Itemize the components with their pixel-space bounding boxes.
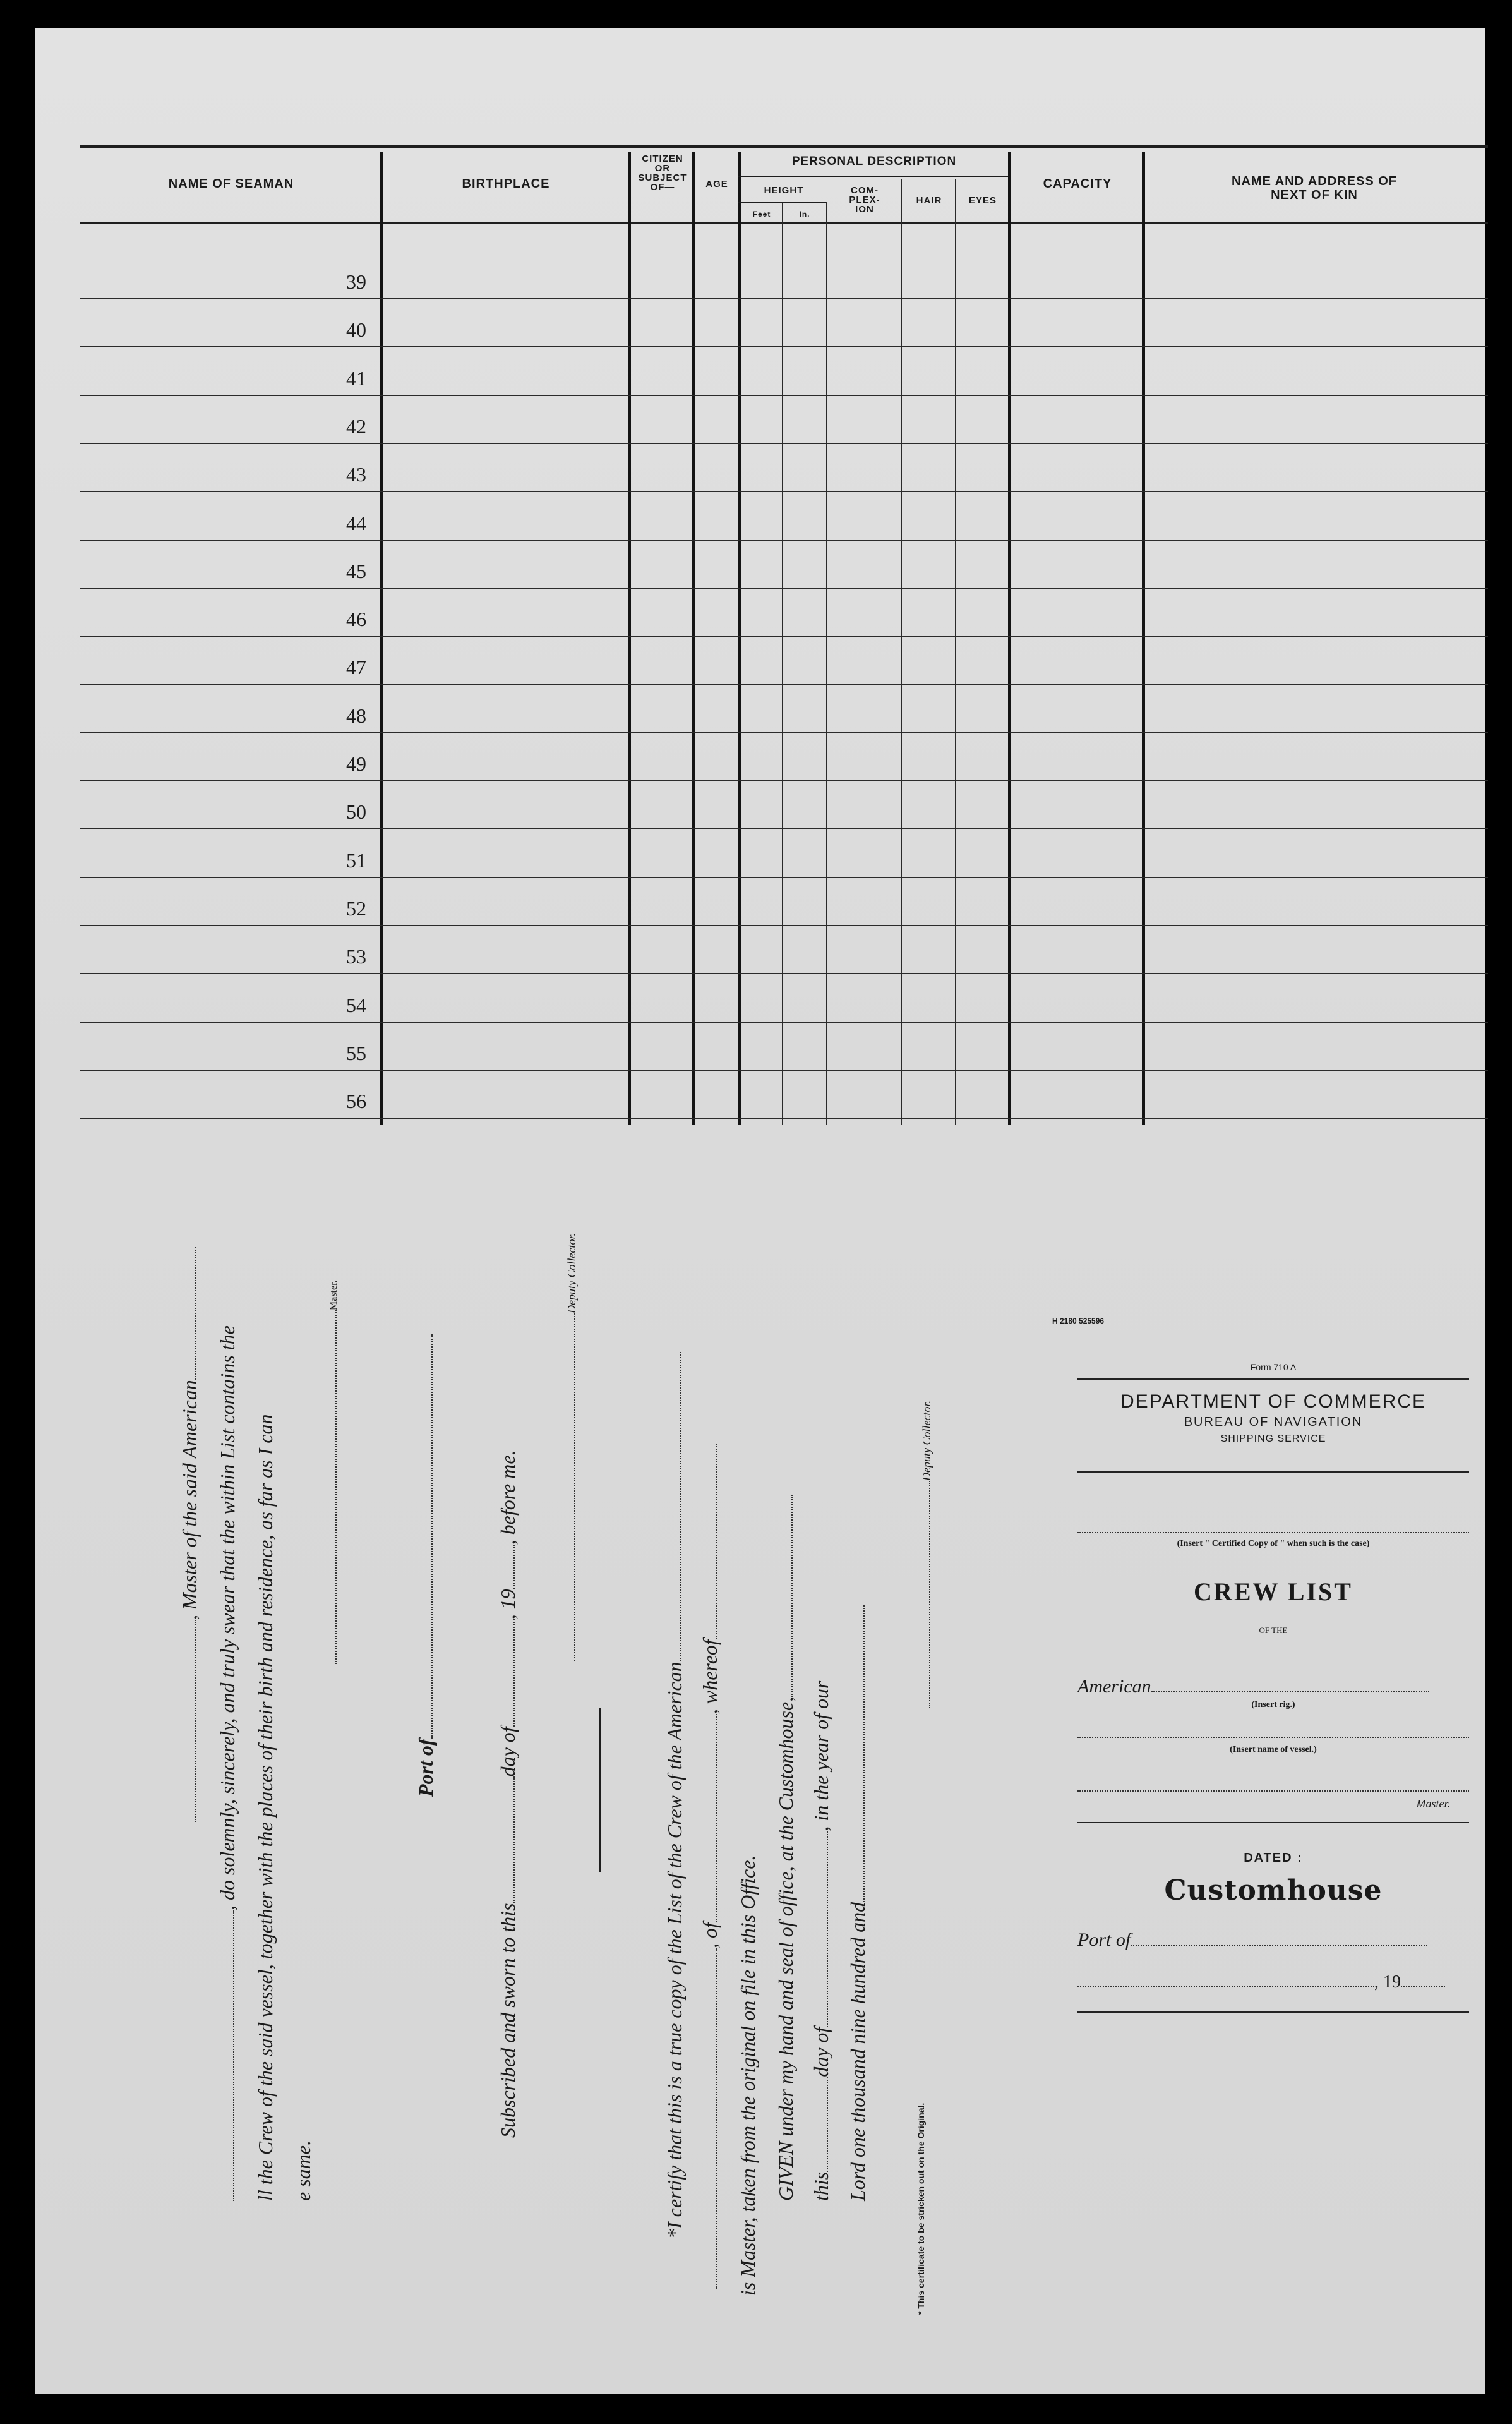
header-citizen-line: CITIZEN	[642, 154, 683, 164]
row-number: 40	[346, 318, 366, 342]
col-divider	[692, 152, 695, 1125]
row-line	[80, 1022, 1488, 1023]
header-citizen-line: OF—	[650, 182, 675, 193]
row-line	[80, 540, 1488, 541]
master-label: Master.	[1416, 1797, 1450, 1810]
col-divider	[955, 179, 956, 1125]
cover-rule	[1077, 1471, 1469, 1473]
sworn-before: , before me.	[496, 1450, 519, 1545]
certify-line-2-text: is Master, taken from the original on file in this Office.	[736, 1855, 759, 2296]
date-blank[interactable]	[1077, 1986, 1374, 1987]
bureau: BUREAU OF NAVIGATION	[1184, 1415, 1363, 1429]
oath-line-1	[178, 1247, 201, 1822]
oath-line-2	[216, 1325, 239, 2201]
row-line	[80, 973, 1488, 974]
certify-line-1-text: *I certify that this is a true copy of the List of the Crew of the American	[663, 1661, 686, 2239]
port-line	[1077, 1929, 1469, 1951]
certify-line-4a: this	[810, 2171, 832, 2201]
certify-customhouse-blank[interactable]	[791, 1495, 793, 1697]
sworn-collector	[557, 1233, 580, 1661]
certify-vessel-blank[interactable]	[680, 1352, 681, 1661]
row-number: 52	[346, 896, 366, 920]
row-number: 53	[346, 945, 366, 968]
oath-vessel-blank[interactable]	[195, 1247, 196, 1380]
sworn-day-label: day of	[496, 1727, 519, 1777]
header-complexion-line: PLEX-	[849, 195, 880, 205]
insert-vessel: (Insert name of vessel.)	[1230, 1745, 1317, 1754]
american-line	[1077, 1676, 1469, 1697]
header-height: HEIGHT	[764, 185, 804, 196]
oath-line-4	[292, 2140, 315, 2201]
certify-collector-line[interactable]	[929, 1481, 930, 1708]
certify-line-3	[774, 1495, 798, 2201]
service: SHIPPING SERVICE	[1220, 1433, 1326, 1444]
row-line	[80, 780, 1488, 781]
cover-rule	[1077, 1822, 1469, 1823]
cover-panel	[1052, 1317, 1469, 2013]
header-complexion-line: ION	[855, 204, 874, 215]
row-number: 43	[346, 463, 366, 486]
row-line	[80, 732, 1488, 733]
certified-copy-blank[interactable]	[1077, 1507, 1469, 1533]
certify-line-3-text: GIVEN under my hand and seal of office, at the Customhouse,	[774, 1696, 797, 2201]
oath-master-sig	[318, 1280, 342, 1664]
row-line	[80, 877, 1488, 878]
cover-rule	[1077, 2011, 1469, 2013]
row-line	[80, 346, 1488, 347]
dated-label: DATED :	[1244, 1851, 1303, 1865]
header-citizen-line: SUBJECT	[638, 172, 687, 183]
row-line	[80, 925, 1488, 926]
row-line	[80, 636, 1488, 637]
header-feet: Feet	[752, 210, 771, 219]
row-number: 49	[346, 752, 366, 775]
certify-collector-label: Deputy Collector.	[920, 1401, 933, 1481]
row-line	[80, 684, 1488, 685]
header-name: NAME OF SEAMAN	[168, 177, 294, 191]
oath-line-3	[254, 1414, 277, 2201]
row-number: 46	[346, 608, 366, 631]
row-number: 51	[346, 848, 366, 872]
row-number: 42	[346, 414, 366, 438]
form-number: Form 710 A	[1250, 1362, 1297, 1372]
row-line	[80, 1070, 1488, 1071]
row-number: 55	[346, 1041, 366, 1064]
row-line	[80, 1118, 1488, 1119]
row-number: 44	[346, 511, 366, 534]
certify-line-5	[846, 1605, 870, 2201]
sworn-year-blank[interactable]	[513, 1545, 515, 1589]
header-next-of-kin	[1147, 174, 1482, 202]
certify-line-4	[810, 1680, 833, 2201]
oath-line-1-text: , Master of the said American	[178, 1380, 201, 1620]
row-number: 47	[346, 656, 366, 679]
row-number: 54	[346, 993, 366, 1016]
row-line	[80, 491, 1488, 492]
col-divider	[826, 202, 827, 1125]
col-divider	[1142, 152, 1145, 1125]
sworn-line-text: Subscribed and sworn to this	[496, 1903, 519, 2138]
oath-line-2-text: , do solemnly, sincerely, and truly swear that the within List contains the	[216, 1325, 239, 1910]
row-line	[80, 298, 1488, 299]
year-blank[interactable]	[1401, 1986, 1445, 1987]
header-birthplace: BIRTHPLACE	[462, 177, 550, 191]
print-code: H 2180 525596	[1052, 1317, 1105, 1325]
row-line	[80, 828, 1488, 829]
sworn-year-label: , 19	[496, 1589, 519, 1620]
header-citizen	[633, 154, 692, 192]
row-line	[80, 443, 1488, 444]
customhouse-title: Customhouse	[1164, 1874, 1383, 1907]
cover-rule	[1077, 1378, 1469, 1380]
row-number: 56	[346, 1090, 366, 1113]
header-bottom-rule	[80, 222, 1488, 224]
header-eyes: EYES	[968, 195, 997, 206]
header-complexion	[830, 186, 899, 214]
crew-list-title: CREW LIST	[1194, 1577, 1353, 1606]
sworn-collector-label: Deputy Collector.	[565, 1233, 578, 1313]
row-number: 41	[346, 366, 366, 390]
header-complexion-line: COM-	[851, 185, 879, 196]
row-line	[80, 588, 1488, 589]
oath-name-blank[interactable]	[233, 1910, 234, 2201]
certify-line-4b: day of	[810, 2027, 832, 2077]
divider-vertical	[599, 1708, 601, 1872]
certify-month-blank[interactable]	[827, 1831, 828, 2027]
certify-footnote: * This certificate to be stricken out on the Original.	[916, 2102, 926, 2315]
col-divider	[380, 152, 383, 1125]
american-label: American	[1077, 1676, 1151, 1697]
col-divider	[738, 152, 741, 1125]
certify-day-blank[interactable]	[827, 2077, 828, 2172]
certify-year-blank[interactable]	[863, 1605, 865, 1902]
sworn-line	[496, 1450, 520, 2138]
col-divider	[782, 202, 783, 1125]
sworn-port-label: Port of	[414, 1739, 437, 1797]
certify-line-4c: , in the year of our	[810, 1680, 832, 1831]
header-next-of-kin-line: NEXT OF KIN	[1271, 188, 1358, 202]
header-next-of-kin-line: NAME AND ADDRESS OF	[1232, 174, 1397, 188]
year-label: , 19	[1374, 1972, 1401, 1992]
department: DEPARTMENT OF COMMERCE	[1120, 1391, 1427, 1412]
certify-of: , of	[699, 1922, 721, 1948]
col-divider	[1008, 152, 1011, 1125]
row-number: 48	[346, 704, 366, 727]
row-number: 39	[346, 270, 366, 293]
port-label: Port of	[1077, 1929, 1131, 1950]
certify-port-blank[interactable]	[716, 1714, 717, 1922]
certify-whereof: , whereof	[699, 1639, 721, 1715]
row-number: 50	[346, 800, 366, 824]
header-inches: In.	[799, 210, 810, 219]
master-blank[interactable]	[1077, 1755, 1469, 1792]
of-the: OF THE	[1259, 1625, 1288, 1635]
personal-rule	[738, 176, 1008, 177]
insert-rig: (Insert rig.)	[1251, 1700, 1295, 1709]
header-citizen-line: OR	[654, 163, 671, 174]
col-divider	[628, 152, 631, 1125]
sworn-month-blank[interactable]	[513, 1619, 515, 1727]
oath-master-blank[interactable]	[195, 1620, 196, 1822]
oath-line-4-text: e same.	[292, 2140, 315, 2201]
header-hair: HAIR	[916, 195, 942, 206]
certify-line-5-text: Lord one thousand nine hundred and	[846, 1902, 869, 2201]
oath-master-label: Master.	[328, 1280, 339, 1310]
header-age: AGE	[705, 179, 728, 190]
rig-blank[interactable]	[1151, 1691, 1429, 1692]
row-line	[80, 395, 1488, 396]
header-capacity: CAPACITY	[1043, 177, 1112, 191]
header-personal: PERSONAL DESCRIPTION	[791, 155, 957, 168]
sworn-port	[414, 1334, 438, 1797]
top-rule	[80, 145, 1488, 148]
vessel-name-blank[interactable]	[1077, 1718, 1469, 1738]
port-blank[interactable]	[1131, 1945, 1427, 1946]
certify-vessel-name-blank[interactable]	[716, 1948, 717, 2289]
oath-line-3-text: ll the Crew of the said vessel, together with the places of their birth and residence, as far as I can	[254, 1414, 277, 2201]
sworn-day-blank[interactable]	[513, 1776, 515, 1903]
collector-signature-line[interactable]	[574, 1313, 575, 1661]
certify-of-line	[699, 1444, 722, 2289]
master-signature-line[interactable]	[335, 1310, 337, 1664]
col-divider	[901, 179, 902, 1125]
crew-list-form	[35, 28, 1485, 2394]
certify-master-blank[interactable]	[716, 1444, 717, 1639]
row-number: 45	[346, 559, 366, 582]
certify-collector	[912, 1401, 935, 1708]
sworn-port-blank[interactable]	[431, 1334, 433, 1739]
height-rule	[738, 202, 826, 203]
certify-line-2	[736, 1855, 760, 2296]
insert-note: (Insert " Certified Copy of " when such is the case)	[1177, 1539, 1370, 1548]
date-line	[1077, 1972, 1469, 1993]
certify-line-1	[663, 1352, 687, 2239]
